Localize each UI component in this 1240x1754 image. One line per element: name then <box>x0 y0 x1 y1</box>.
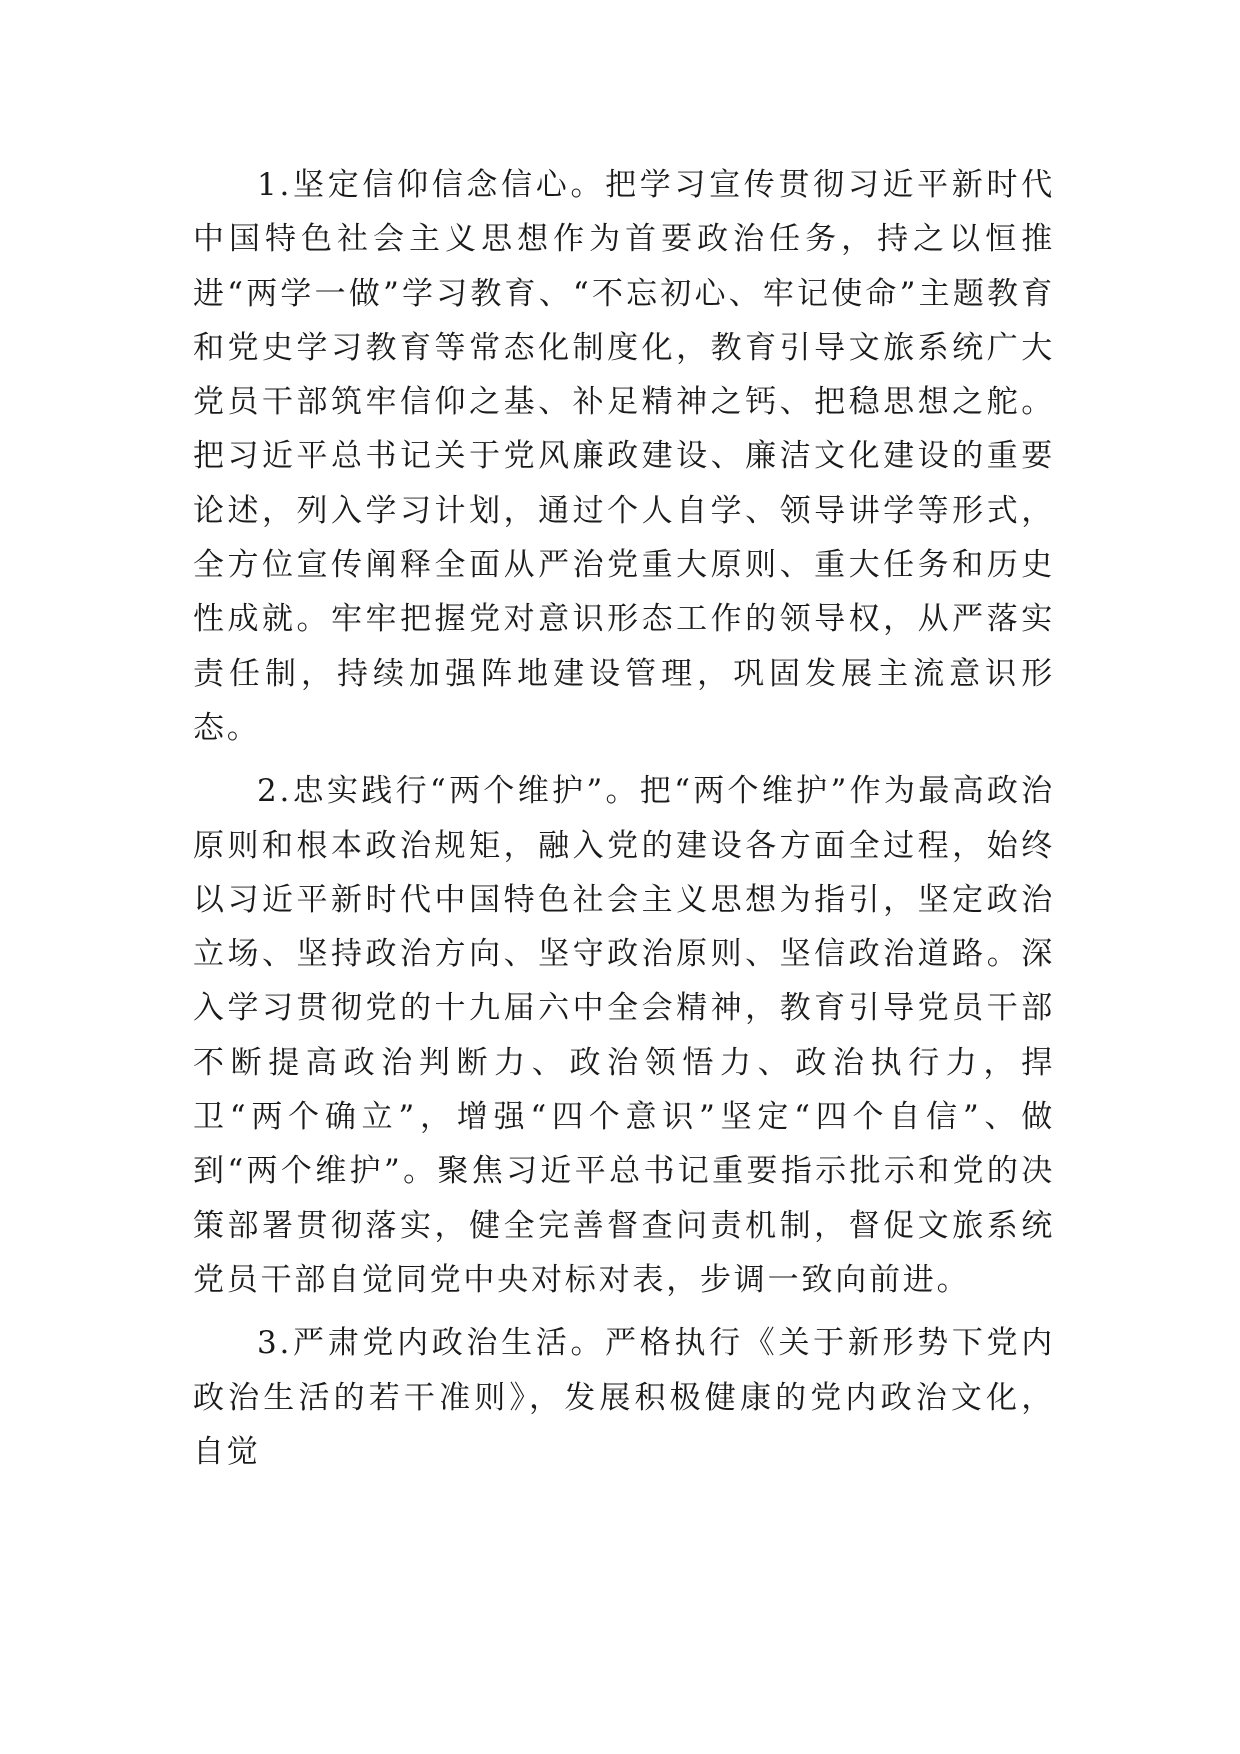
document-body <box>193 158 1055 1479</box>
paragraph-1: 1.坚定信仰信念信心。把学习宣传贯彻习近平新时代中国特色社会主义思想作为首要政治任务，持之以恒推进“两学一做”学习教育、“不忘初心、牢记使命”主题教育和党史学习教育等常态化制度化，教育引导文旅系统广大党员干部筑牢信仰之基、补足精神之钙、把稳思想之舵。把习近平总书记关于党风廉政建设、廉洁文化建设的重要论述，列入学习计划，通过个人自学、领导讲学等形式，全方位宣传阐释全面从严治党重大原则、重大任务和历史性成就。牢牢把握党对意识形态工作的领导权，从严落实责任制，持续加强阵地建设管理，巩固发展主流意识形态。 <box>193 167 1055 746</box>
paragraph-3: 3.严肃党内政治生活。严格执行《关于新形势下党内政治生活的若干准则》，发展积极健康的党内政治文化， 自觉 <box>193 1325 1055 1470</box>
paragraph-2: 2.忠实践行“两个维护”。把“两个维护”作为最高政治原则和根本政治规矩，融入党的建设各方面全过程，始终以习近平新时代中国特色社会主义思想为指引，坚定政治立场、坚持政治方向、坚守政治原则、坚信政治道路。深入学习贯彻党的十九届六中全会精神，教育引导党员干部不断提高政治判断力、政治领悟力、政治执行力，捍卫“两个确立”，增强“四个意识”坚定“四个自信”、做到“两个维护”。聚焦习近平总书记重要指示批示和党的决策部署贯彻落实，健全完善督查问责机制，督促文旅系统党员干部自觉同党中央对标对表，步调一致向前进。 <box>193 773 1055 1298</box>
